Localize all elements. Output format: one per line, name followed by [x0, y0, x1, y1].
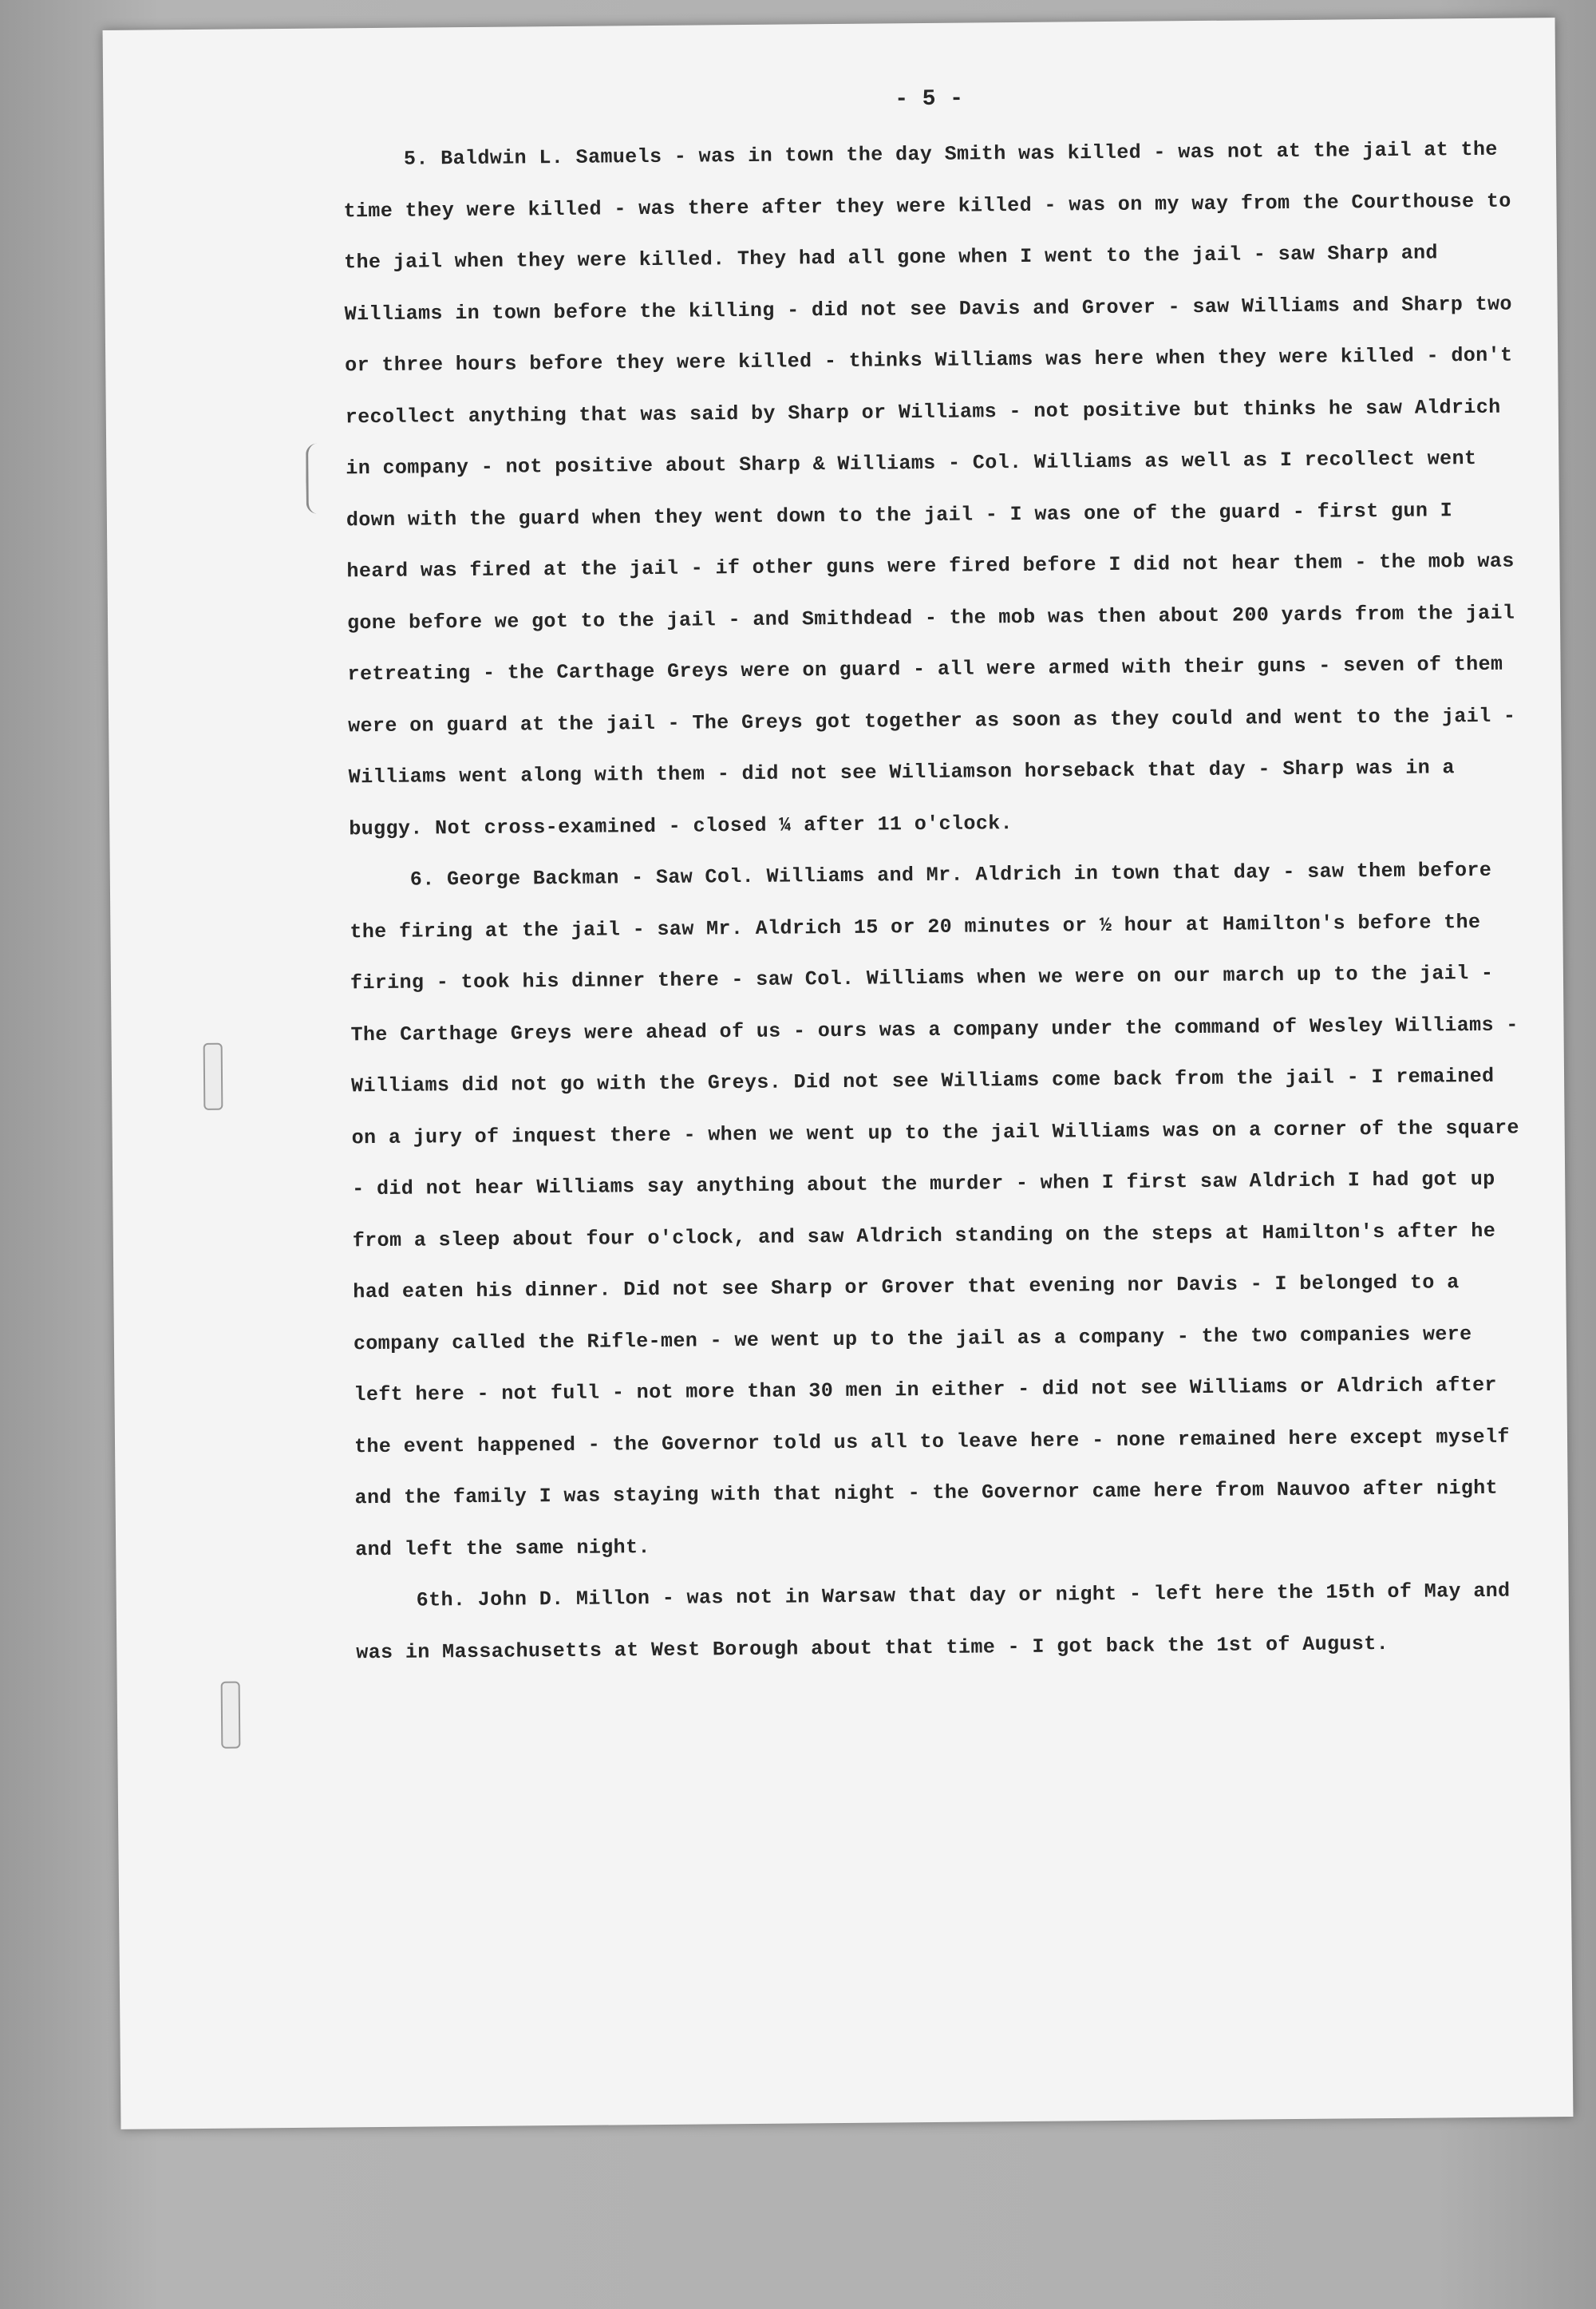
punch-hole-top [203, 1043, 223, 1110]
testimony-paragraph-5: 5. Baldwin L. Samuels - was in town the day Smith was killed - was not at the jail at the time they were killed - was there after they were killed - was on my way from the Courthouse to the jail when they were killed. They had all gone when I went to the jail - saw Sharp and Williams in town before the killing - did not see Davis and Grover - saw Williams and Sharp two or three hours before they were killed - thinks Williams was here when they were killed - don't recollect anything that was said by Sharp or Williams - not positive but thinks he saw Aldrich in company - not positive about Sharp & Williams - Col. Williams as well as I recollect went down with the guard when they went down to the jail - I was one of the guard - first gun I heard was fired at the jail - if other guns were fired before I did not hear them - the mob was gone before we got to the jail - and Smithdead - the mob was then about 200 yards from the jail retreating - the Carthage Greys were on guard - all were armed with their guns - seven of them were on guard at the jail - The Greys got together as soon as they could and went to the jail - Williams went along with them - did not see Williamson horseback that day - Sharp was in a buggy. Not cross-examined - closed ¼ after 11 o'clock. [343, 137, 1516, 840]
testimony-paragraph-6: 6. George Backman - Saw Col. Williams and Mr. Aldrich in town that day - saw them before the firing at the jail - saw Mr. Aldrich 15 or 20 minutes or ½ hour at Hamilton's before the firing - took his dinner there - saw Col. Williams when we were on our march up to the jail - The Carthage Greys were ahead of us - ours was a company under the command of Wesley Williams - Williams did not go with the Greys. Did not see Williams come back from the jail - I remained on a jury of inquest there - when we went up to the jail Williams was on a corner of the square - did not hear Williams say anything about the murder - when I first saw Aldrich I had got up from a sleep about four o'clock, and saw Aldrich standing on the steps at Hamilton's after he had eaten his dinner. Did not see Sharp or Grover that evening nor Davis - I belonged to a company called the Rifle-men - we went up to the jail as a company - the two companies were left here - not full - not more than 30 men in either - did not see Williams or Aldrich after the event happened - the Governor told us all to leave here - none remained here except myself and the family I was staying with that night - the Governor came here from Nauvoo after night and left the same night. [350, 858, 1519, 1561]
punch-hole-bottom [221, 1682, 241, 1749]
document-page [103, 18, 1574, 2129]
testimony-paragraph-6th: 6th. John D. Millon - was not in Warsaw that day or night - left here the 15th of May and was in Massachusetts at West Borough about that time - I got back the 1st of August. [356, 1579, 1511, 1664]
margin-bracket-mark [306, 444, 322, 514]
typed-text-body [342, 82, 1529, 1679]
page-number: - 5 - [895, 86, 964, 113]
